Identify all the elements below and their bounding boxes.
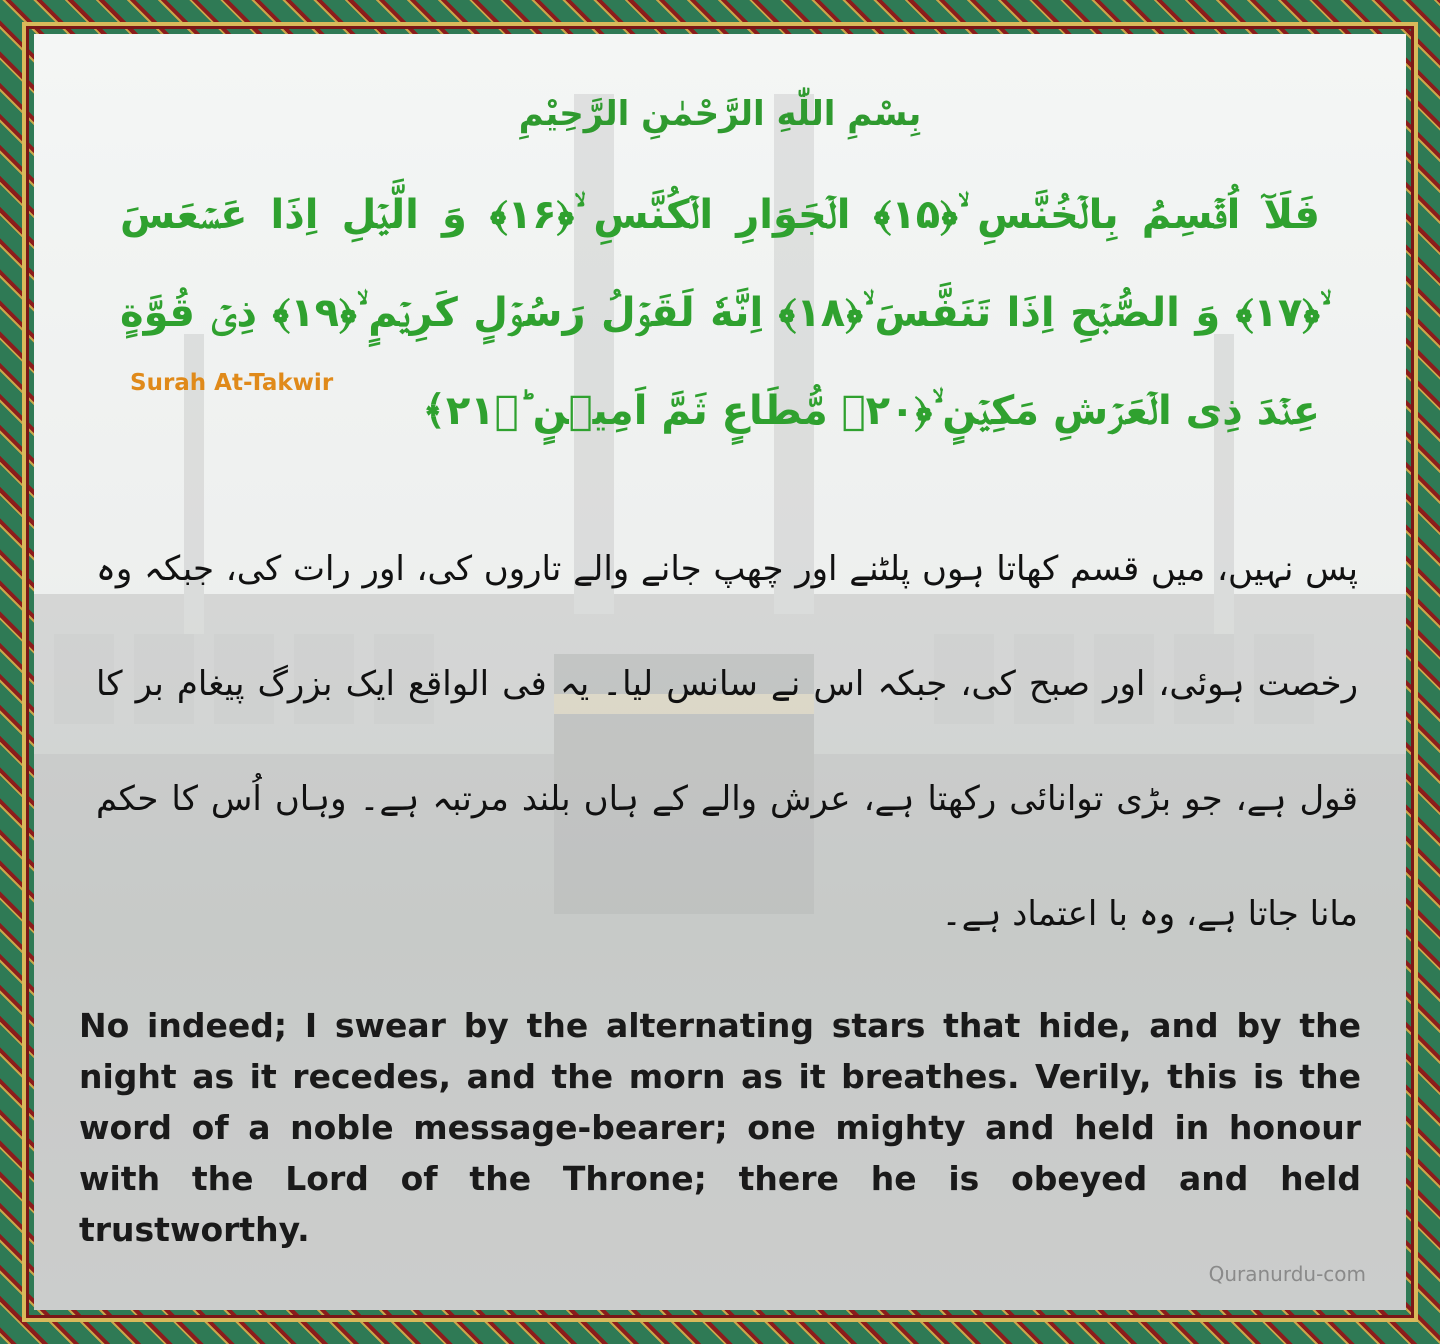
site-watermark: Quranurdu-com <box>1208 1262 1366 1286</box>
bismillah-heading: بِسْمِ اللّٰهِ الرَّحْمٰنِ الرَّحِيْمِ <box>518 94 922 134</box>
english-translation: No indeed; I swear by the alternating stars that hide, and by the night as it recedes, and the morn as it breathes. Verily, this is the word of a noble message-bearer; one mighty and held in honour with the Lord of the Throne; there he is obeyed and held trustworthy. <box>79 1006 1361 1249</box>
arabic-verses: فَلَآ اُقۡسِمُ بِالۡخُنَّسِ ۙ﴿۱۵﴾ الۡجَوَارِ الۡكُنَّسِ ۙ﴿۱۶﴾ وَ الَّيۡلِ اِذَا عَسۡعَسَ ۙ﴿۱۷﴾ وَ الصُّبۡحِ اِذَا تَنَفَّسَ ۙ﴿۱۸﴾ اِنَّهٗ لَقَوۡلُ رَسُوۡلٍ كَرِيۡمٍ ۙ﴿۱۹﴾ ذِىۡ قُوَّةٍ عِنۡدَ ذِى الۡعَرۡشِ مَكِيۡنٍ ۙ﴿۲۰﴾ مُّطَاعٍ ثَمَّ اَمِيۡنٍ ؕ﴿۲۱﴾ <box>120 192 1320 434</box>
urdu-translation: پس نہیں، میں قسم کھاتا ہوں پلٹنے اور چھپ جانے والے تاروں کی، اور رات کی، جبکہ وہ رخصت ہوئی، اور صبح کی، جبکہ اس نے سانس لیا۔ یہ فی الواقع ایک بزرگ پیغام بر کا قول ہے، جو بڑی توانائی رکھتا ہے، عرش والے کے ہاں بلند مرتبہ ہے۔ وہاں اُس کا حکم مانا جاتا ہے، وہ با اعتماد ہے۔ <box>96 549 1358 934</box>
surah-label: Surah At-Takwir <box>130 370 334 396</box>
content-panel <box>34 34 1406 1310</box>
